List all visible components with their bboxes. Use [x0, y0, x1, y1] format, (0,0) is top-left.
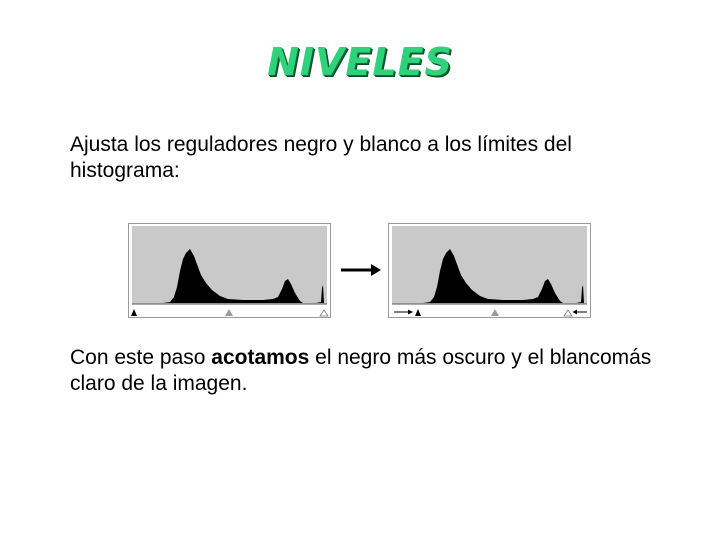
histogram-area — [132, 226, 327, 304]
conclusion-text-bold: acotamos — [211, 346, 310, 369]
right-arrow-icon — [339, 262, 383, 278]
histogram-before — [128, 223, 331, 318]
conclusion-text-end: el negro más oscuro y el blancomás claro de la imagen. — [70, 346, 652, 395]
histogram-after — [388, 223, 591, 318]
conclusion-text — [70, 345, 670, 397]
instruction-text: Ajusta los reguladores negro y blanco a los límites del histograma: — [70, 133, 572, 182]
slide-title: NIVELES — [267, 40, 453, 84]
conclusion-text-start: Con este paso — [70, 346, 212, 369]
histogram-area — [392, 226, 587, 304]
